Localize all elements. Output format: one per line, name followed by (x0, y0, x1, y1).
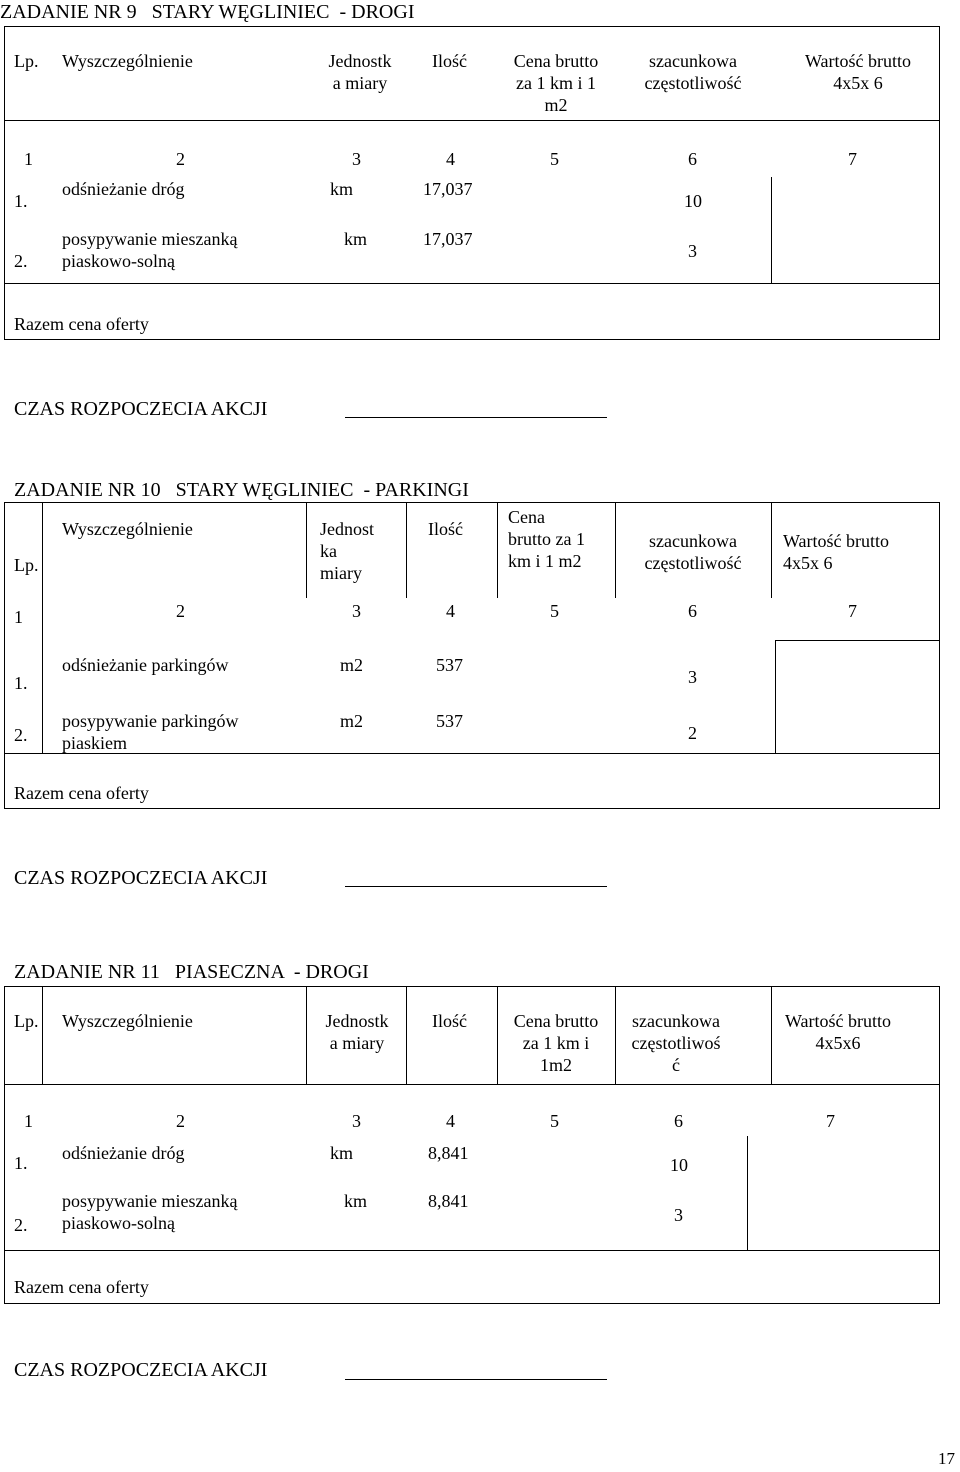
header-value: Wartość brutto 4x5x 6 (804, 51, 912, 93)
row-lp: 2. (14, 725, 28, 745)
row-freq: 3 (674, 1205, 683, 1225)
section-title: ZADANIE NR 10 STARY WĘGLINIEC - PARKINGI (14, 479, 469, 501)
row-qty: 17,037 (423, 229, 473, 249)
header-price: Cena brutto za 1 km i 1m2 (513, 1011, 599, 1075)
header-freq: szacunkowa częstotliwoś ć (631, 1011, 721, 1075)
row-qty: 17,037 (423, 179, 473, 199)
row-desc: odśnieżanie parkingów (62, 655, 229, 675)
col-number: 3 (352, 1111, 361, 1131)
col-number: 4 (446, 149, 455, 169)
row-qty: 537 (436, 655, 463, 675)
header-unit: Jednostk a miary (325, 1011, 389, 1053)
col-number: 1 (24, 1111, 33, 1131)
row-desc: posypywanie mieszanką piaskowo-solną (62, 1191, 238, 1233)
section-title: ZADANIE NR 9 STARY WĘGLINIEC - DROGI (0, 1, 415, 23)
header-qty: Ilość (432, 1011, 467, 1031)
start-time-line[interactable] (345, 417, 607, 418)
section-title: ZADANIE NR 11 PIASECZNA - DROGI (14, 961, 369, 983)
row-qty: 8,841 (428, 1143, 469, 1163)
row-unit: km (330, 1143, 354, 1163)
header-desc: Wyszczególnienie (62, 51, 193, 71)
col-number: 6 (688, 601, 697, 621)
col-number: 5 (550, 149, 559, 169)
row-qty: 537 (436, 711, 463, 731)
header-freq: szacunkowa częstotliwość (644, 531, 742, 573)
col-number: 4 (446, 601, 455, 621)
row-lp: 1. (14, 673, 28, 693)
row-freq: 10 (684, 191, 702, 211)
col-number: 3 (352, 149, 361, 169)
start-label: CZAS ROZPOCZECIA AKCJI (14, 398, 268, 420)
row-lp: 2. (14, 251, 28, 271)
row-unit: km (344, 229, 368, 249)
row-desc: posypywanie parkingów piaskiem (62, 711, 239, 753)
row-freq: 3 (688, 667, 697, 687)
header-price: Cena brutto za 1 km i 1 m2 (508, 507, 585, 571)
row-freq: 10 (670, 1155, 688, 1175)
header-value: Wartość brutto 4x5x6 (784, 1011, 892, 1053)
start-label: CZAS ROZPOCZECIA AKCJI (14, 867, 268, 889)
col-number: 6 (674, 1111, 683, 1131)
col-number: 4 (446, 1111, 455, 1131)
col-number: 2 (176, 601, 185, 621)
row-unit: km (330, 179, 354, 199)
page-number: 17 (938, 1449, 955, 1468)
total-label: Razem cena oferty (14, 1277, 149, 1297)
row-lp: 1. (14, 1153, 28, 1173)
start-time-line[interactable] (345, 1379, 607, 1380)
col-number: 5 (550, 601, 559, 621)
col-number: 3 (352, 601, 361, 621)
col-number: 6 (688, 149, 697, 169)
row-unit: km (344, 1191, 368, 1211)
row-qty: 8,841 (428, 1191, 469, 1211)
header-qty: Ilość (428, 519, 463, 539)
col-number: 7 (848, 601, 857, 621)
row-desc: odśnieżanie dróg (62, 1143, 185, 1163)
row-unit: m2 (340, 655, 364, 675)
row-lp: 1. (14, 191, 28, 211)
header-desc: Wyszczególnienie (62, 519, 193, 539)
col-number: 1 (24, 149, 33, 169)
row-desc: posypywanie mieszanką piaskowo-solną (62, 229, 238, 271)
col-number: 1 (14, 607, 23, 627)
start-time-line[interactable] (345, 886, 607, 887)
total-label: Razem cena oferty (14, 783, 149, 803)
header-lp: Lp. (14, 51, 39, 71)
total-label: Razem cena oferty (14, 314, 149, 334)
col-number: 7 (848, 149, 857, 169)
header-lp: Lp. (14, 1011, 39, 1031)
header-lp: Lp. (14, 555, 39, 575)
col-number: 2 (176, 149, 185, 169)
header-value: Wartość brutto 4x5x 6 (783, 531, 890, 573)
col-number: 7 (826, 1111, 835, 1131)
header-unit: Jednost ka miary (320, 519, 374, 583)
header-price: Cena brutto za 1 km i 1 m2 (513, 51, 599, 115)
row-freq: 2 (688, 723, 697, 743)
header-unit: Jednostk a miary (328, 51, 392, 93)
header-qty: Ilość (432, 51, 467, 71)
start-label: CZAS ROZPOCZECIA AKCJI (14, 1359, 268, 1381)
header-desc: Wyszczególnienie (62, 1011, 193, 1031)
row-lp: 2. (14, 1215, 28, 1235)
row-desc: odśnieżanie dróg (62, 179, 185, 199)
col-number: 2 (176, 1111, 185, 1131)
row-unit: m2 (340, 711, 364, 731)
row-freq: 3 (688, 241, 697, 261)
col-number: 5 (550, 1111, 559, 1131)
header-freq: szacunkowa częstotliwość (644, 51, 742, 93)
